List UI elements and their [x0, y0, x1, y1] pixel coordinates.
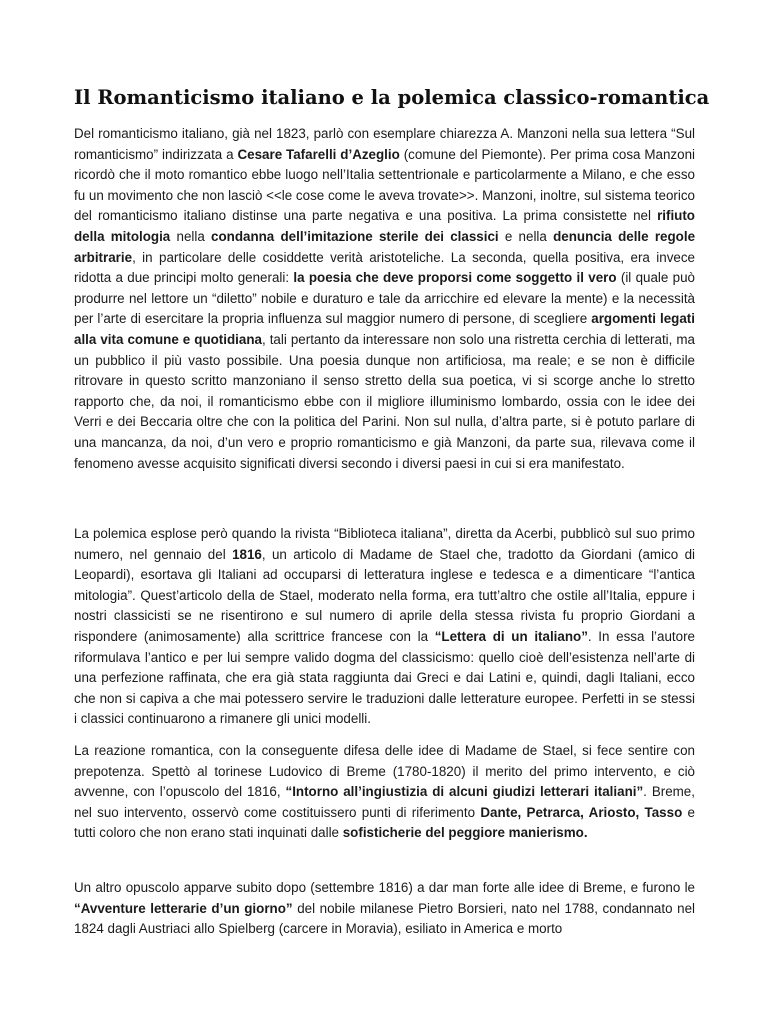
bold-text: 1816 — [232, 546, 262, 562]
bold-text: Cesare Tafarelli d’Azeglio — [237, 146, 400, 162]
bold-text: Dante, Petrarca, Ariosto, Tasso — [480, 804, 683, 820]
bold-text: “Intorno all’ingiustizia di alcuni giudizi letterari italiani” — [285, 784, 644, 800]
text-run: e tutti coloro che non erano stati inquinati dalle — [74, 804, 695, 841]
bold-text: argomenti legati alla vita comune e quotidiana — [74, 311, 695, 347]
bold-text: sofisticherie del peggiore manierismo. — [342, 825, 588, 841]
text-run: Del romanticismo italiano, già nel 1823, parlò con esemplare chiarezza A. Manzoni nella sua lettera “Sul romanticismo” indirizzata a — [74, 126, 695, 162]
page-title: Il Romanticismo italiano e la polemica classico-romantica — [74, 86, 710, 109]
text-run: nella — [170, 228, 212, 244]
text-run: La reazione romantica, con la conseguente difesa delle idee di Madame de Stael, si fece sentire con prepotenza. Spettò al torinese Ludovico di Breme (1780-1820) il merito del primo intervento, e ciò avvenne, con l’opuscolo del 1816, — [74, 743, 695, 800]
bold-text: la poesia che deve proporsi come soggetto il vero — [293, 270, 617, 286]
text-run: Un altro opuscolo apparve subito dopo (settembre 1816) a dar man forte alle idee di Breme, e furono le — [74, 880, 695, 895]
text-run: . Breme, nel suo intervento, osservò come costituissero punti di riferimento — [74, 784, 695, 820]
text-run: (comune del Piemonte). Per prima cosa Manzoni ricordò che il moto romantico ebbe luogo nell’Italia settentrionale e particolarmente a Milano, e che esso fu un movimento che non lasciò <<le cose come le aveva trovate>>. Manzoni, inoltre, sul sistema teorico del romanticismo italiano distinse una parte negativa e una positiva. La prima consistette nel — [74, 146, 695, 224]
text-run: del nobile milanese Pietro Borsieri, nato nel 1788, condannato nel 1824 dagli Austriaci allo Spielberg (carcere in Moravia), esiliato in America e morto — [74, 900, 695, 937]
bold-text: rifiuto della mitologia — [74, 208, 695, 244]
bold-text: “Avventure letterarie d’un giorno” — [74, 900, 293, 916]
text-run: , in particolare delle cosiddette verità aristoteliche. La seconda, quella positiva, era invece ridotta a due principi molto generali: — [74, 249, 695, 286]
paragraph — [74, 524, 695, 730]
paragraph — [74, 124, 695, 474]
text-run: , tali pertanto da interessare non solo una ristretta cerchia di letterati, ma un pubblico il più vasto possibile. Una poesia dunque non artificiosa, ma reale; e se non è difficile ritrovare in questo scritto manzoniano il senso stretto della sua poetica, vi si scorge anche lo stretto rapporto che, da noi, il romanticismo ebbe con il migliore illuminismo lombardo, ossia con le idee dei Verri e dei Beccaria oltre che con la politica del Parini. Non sul nulla, d’altra parte, si è potuto parlare di una mancanza, da noi, d’un vero e proprio romanticismo e già Manzoni, da parte sua, rilevava come il fenomeno avesse acquisito significati diversi secondo i diversi paesi in cui si era manifestato. — [74, 331, 695, 471]
text-run: , un articolo di Madame de Stael che, tradotto da Giordani (amico di Leopardi), esortava gli Italiani ad occuparsi di letteratura inglese e tedesca e a dimenticare “l’antica mitologia”. Quest’articolo della de Stael, moderato nella forma, era tutt’altro che ostile all’Italia, eppure i nostri classicisti se ne risentirono e sul numero di aprile della stessa rivista fu proprio Giordani a rispondere (animosamente) alla scrittrice francese con la — [74, 546, 695, 644]
paragraph — [74, 878, 695, 940]
bold-text: condanna dell’imitazione sterile dei classici — [211, 228, 499, 244]
text-run: e nella — [498, 228, 554, 244]
text-run: (il quale può produrre nel lettore un “diletto” nobile e duraturo e tale da arricchire ed elevare la mente) e la necessità per l’arte di esercitare la propria influenza sul maggior numero di persone, di scegliere — [74, 270, 695, 327]
text-run: . In essa l’autore riformulava l’antico e per lui sempre valido dogma del classicismo: quello cioè dell’esistenza nell’arte di una perfezione raffinata, che era già stata raggiunta dai Greci e dai Latini e, quindi, dagli Italiani, ecco che non si capiva a che mai potessero servire le traduzioni dalle letterature europee. Perfetti in se stessi i classici continuarono a rimanere gli unici modelli. — [74, 628, 695, 727]
paragraph — [74, 741, 695, 844]
text-run: La polemica esplose però quando la rivista “Biblioteca italiana”, diretta da Acerbi, pubblicò sul suo primo numero, nel gennaio del — [74, 526, 695, 562]
bold-text: “Lettera di un italiano” — [434, 628, 588, 644]
bold-text: denuncia delle regole arbitrarie — [74, 228, 696, 265]
